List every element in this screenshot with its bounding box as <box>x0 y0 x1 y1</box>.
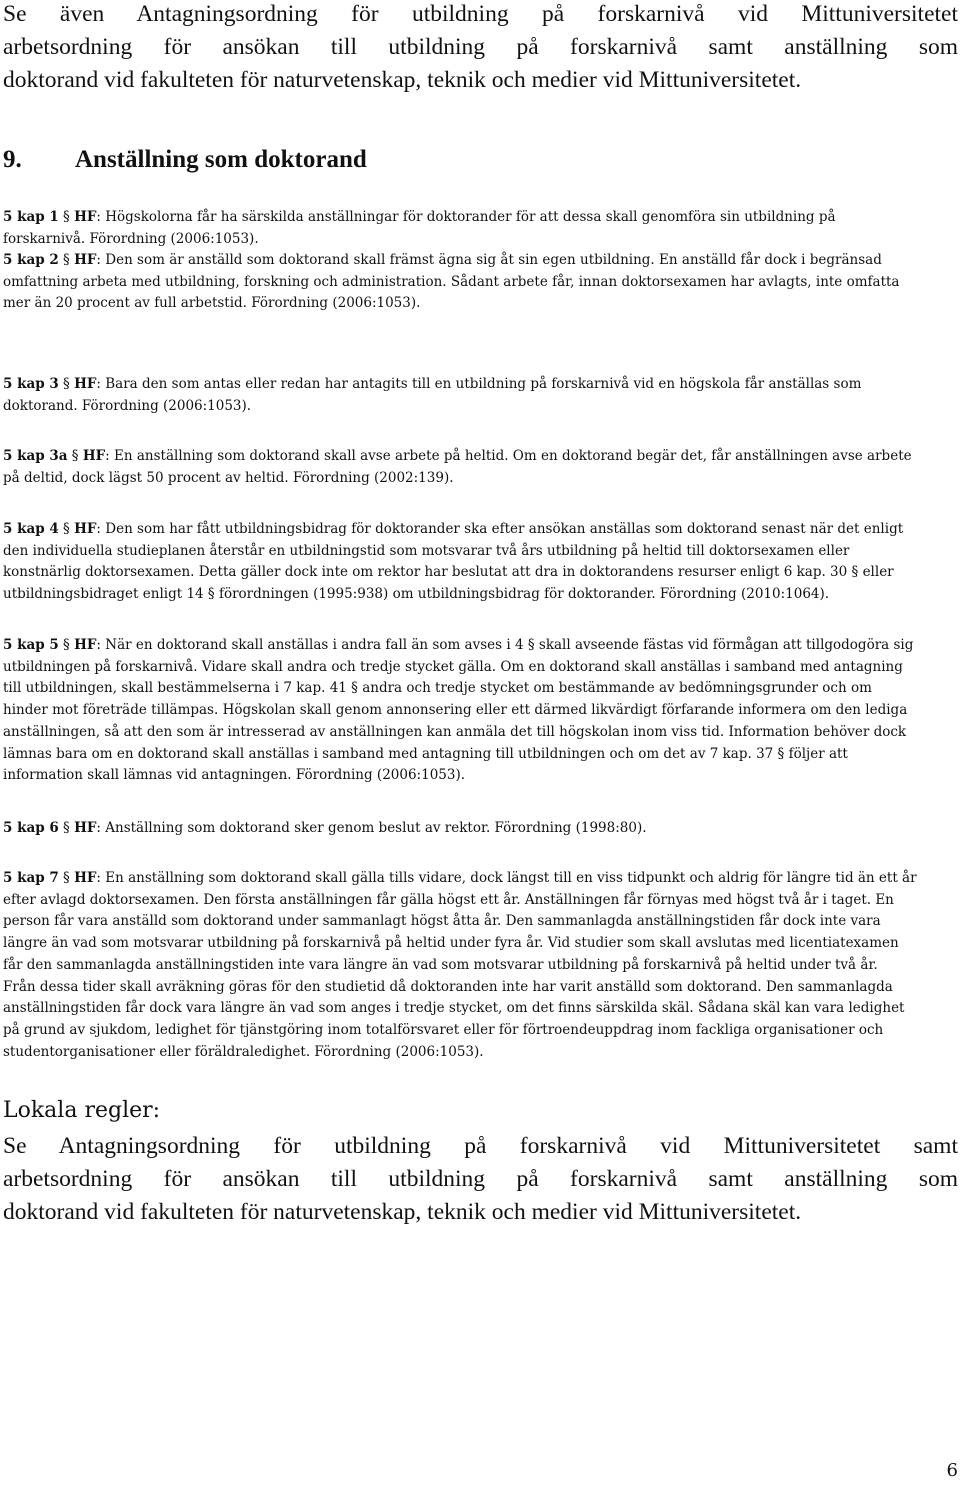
section-heading <box>3 144 367 176</box>
paragraph-text: : Den som är anställd som doktorand skall främst ägna sig åt sin egen utbildning. En anställd får dock i begränsad <box>96 252 882 268</box>
intro-line: Se även Antagningsordning för utbildning på forskarnivå vid Mittuniversitetet <box>3 1 958 27</box>
paragraph-first-line <box>3 868 947 890</box>
paragraph-text: : Anställning som doktorand sker genom beslut av rektor. Förordning (1998:80). <box>96 820 647 836</box>
law-paragraph <box>3 446 947 489</box>
section-sign: § <box>63 209 70 225</box>
paragraph-line: utbildningen på forskarnivå. Vidare skall andra och tredje stycket gälla. Om en doktorand skall anställas i samband med antagning <box>3 658 903 675</box>
intro-line: arbetsordning för ansökan till utbildning på forskarnivå samt anställning som <box>3 34 958 60</box>
paragraph-line: person får vara anställd som doktorand under sammanlagt högst åtta år. Den sammanlagda anställningstiden får dock inte vara <box>3 913 881 930</box>
paragraph-first-line <box>3 207 947 229</box>
section-sign: § <box>63 252 70 268</box>
paragraph-text: : En anställning som doktorand skall avse arbete på heltid. Om en doktorand begär det, får anställningen avse arbete <box>105 448 912 464</box>
law-reference: HF <box>74 209 97 225</box>
paragraph-line: anställningstiden får dock vara längre än vad som anges i tredje stycket, om det finns särskilda skäl. Sådana skäl kan vara ledighet <box>3 1000 905 1017</box>
intro-paragraph <box>3 0 958 97</box>
law-reference: HF <box>74 252 97 268</box>
paragraph-text: : Bara den som antas eller redan har antagits till en utbildning på forskarnivå vid en högskola får anställas som <box>96 376 862 392</box>
chapter-reference: 5 kap 6 <box>3 820 59 836</box>
local-rules-line: doktorand vid fakulteten för naturvetenskap, teknik och medier vid Mittuniversitetet. <box>3 1199 802 1225</box>
page-number: 6 <box>946 1460 958 1481</box>
paragraph-first-line <box>3 446 947 468</box>
paragraph-first-line <box>3 250 947 272</box>
law-reference: HF <box>82 448 106 464</box>
law-paragraph <box>3 868 947 1063</box>
paragraph-line: lämnas bara om en doktorand skall anställas i samband med antagning till utbildningen och om det av 7 kap. 37 § följer att <box>3 745 848 762</box>
chapter-reference: 5 kap 2 <box>3 252 59 268</box>
section-sign: § <box>63 870 70 886</box>
local-rules-line: Se Antagningsordning för utbildning på forskarnivå vid Mittuniversitetet samt <box>3 1133 958 1159</box>
law-paragraph <box>3 374 947 417</box>
paragraph-line: hinder mot företräde tillämpas. Högskolan skall genom annonsering eller ett därmed likvärdigt förfarande informera om den lediga <box>3 702 908 719</box>
paragraph-line: på deltid, dock lägst 50 procent av heltid. Förordning (2002:139). <box>3 469 454 486</box>
local-rules-heading: Lokala regler: <box>3 1098 161 1123</box>
paragraph-line: anställningen, så att den som är intresserad av anställningen kan anmäla det till högskolan inom viss tid. Information behöver dock <box>3 723 907 740</box>
paragraph-line: mer än 20 procent av full arbetstid. Förordning (2006:1053). <box>3 295 421 312</box>
law-reference: HF <box>74 376 97 392</box>
paragraph-first-line <box>3 374 947 396</box>
chapter-reference: 5 kap 7 <box>3 870 59 886</box>
law-reference: HF <box>74 637 97 653</box>
law-paragraph <box>3 207 947 250</box>
law-reference: HF <box>74 521 97 537</box>
paragraph-first-line <box>3 519 947 541</box>
paragraph-line: konstnärlig doktorsexamen. Detta gäller dock inte om rektor har beslutat att dra in doktorandens resurser enligt 6 kap. 30 § eller <box>3 564 894 581</box>
paragraph-line: den individuella studieplanen återstår en utbildningstid som motsvarar två års utbildning på heltid till doktorsexamen eller <box>3 542 850 559</box>
paragraph-line: forskarnivå. Förordning (2006:1053). <box>3 230 259 247</box>
section-sign: § <box>63 820 70 836</box>
section-sign: § <box>63 376 70 392</box>
law-paragraph <box>3 818 947 840</box>
paragraph-text: : När en doktorand skall anställas i andra fall än som avses i 4 § skall avseende fästas vid förmågan att tillgodogöra sig <box>96 637 914 653</box>
paragraph-line: på grund av sjukdom, ledighet för tjänstgöring inom totalförsvaret eller för förtroendeuppdrag inom fackliga organisationer och <box>3 1021 884 1038</box>
law-paragraph <box>3 519 947 606</box>
paragraph-line: får den sammanlagda anställningstiden inte vara längre än vad som motsvarar utbildning på forskarnivå på heltid under två år. <box>3 956 878 973</box>
law-paragraph <box>3 250 947 315</box>
paragraph-text: : Högskolorna får ha särskilda anställningar för doktorander för att dessa skall genomföra sin utbildning på <box>96 209 836 225</box>
local-rules-line: arbetsordning för ansökan till utbildning på forskarnivå samt anställning som <box>3 1166 958 1192</box>
local-rules-paragraph <box>3 1130 958 1229</box>
paragraph-line: Från dessa tider skall avräkning göras för den studietid då doktoranden inte har varit anställd som doktorand. Den sammanlagda <box>3 978 893 995</box>
chapter-reference: 5 kap 5 <box>3 637 59 653</box>
paragraph-line: till utbildningen, skall bestämmelserna i 7 kap. 41 § andra och tredje stycket om bestämmande av bedömningsgrunder och om <box>3 680 872 697</box>
paragraph-first-line <box>3 818 947 840</box>
paragraph-first-line <box>3 635 947 657</box>
paragraph-line: efter avlagd doktorsexamen. Den första anställningen får gälla högst ett år. Anställningen får förnyas med högst två år i taget. En <box>3 891 894 908</box>
chapter-reference: 5 kap 3a <box>3 448 68 464</box>
paragraph-line: information skall lämnas vid antagningen. Förordning (2006:1053). <box>3 767 466 784</box>
intro-line: doktorand vid fakulteten för naturvetenskap, teknik och medier vid Mittuniversitetet. <box>3 67 802 93</box>
paragraph-line: doktorand. Förordning (2006:1053). <box>3 397 252 414</box>
law-reference: HF <box>74 870 97 886</box>
paragraph-line: utbildningsbidraget enligt 14 § förordningen (1995:938) om utbildningsbidrag för doktorander. Förordning (2010:1064). <box>3 586 830 603</box>
section-title: Anställning som doktorand <box>75 146 367 173</box>
section-number: 9. <box>3 146 22 173</box>
paragraph-text: : En anställning som doktorand skall gälla tills vidare, dock längst till en viss tidpunkt och aldrig för längre tid än ett år <box>96 870 917 886</box>
law-reference: HF <box>74 820 97 836</box>
section-sign: § <box>71 448 79 464</box>
law-paragraph <box>3 635 947 787</box>
section-sign: § <box>63 637 70 653</box>
paragraph-line: längre än vad som motsvarar utbildning på forskarnivå på heltid under fyra år. Vid studier som skall avslutas med licentiatexamen <box>3 935 899 952</box>
paragraph-text: : Den som har fått utbildningsbidrag för doktorander ska efter ansökan anställas som doktorand senast när det enligt <box>96 521 904 537</box>
paragraph-line: studentorganisationer eller föräldraledighet. Förordning (2006:1053). <box>3 1043 484 1060</box>
chapter-reference: 5 kap 3 <box>3 376 59 392</box>
section-sign: § <box>63 521 70 537</box>
chapter-reference: 5 kap 1 <box>3 209 59 225</box>
paragraph-line: omfattning arbeta med utbildning, forskning och administration. Sådant arbete får, innan doktorsexamen har avlagts, inte omfatta <box>3 273 900 290</box>
chapter-reference: 5 kap 4 <box>3 521 59 537</box>
